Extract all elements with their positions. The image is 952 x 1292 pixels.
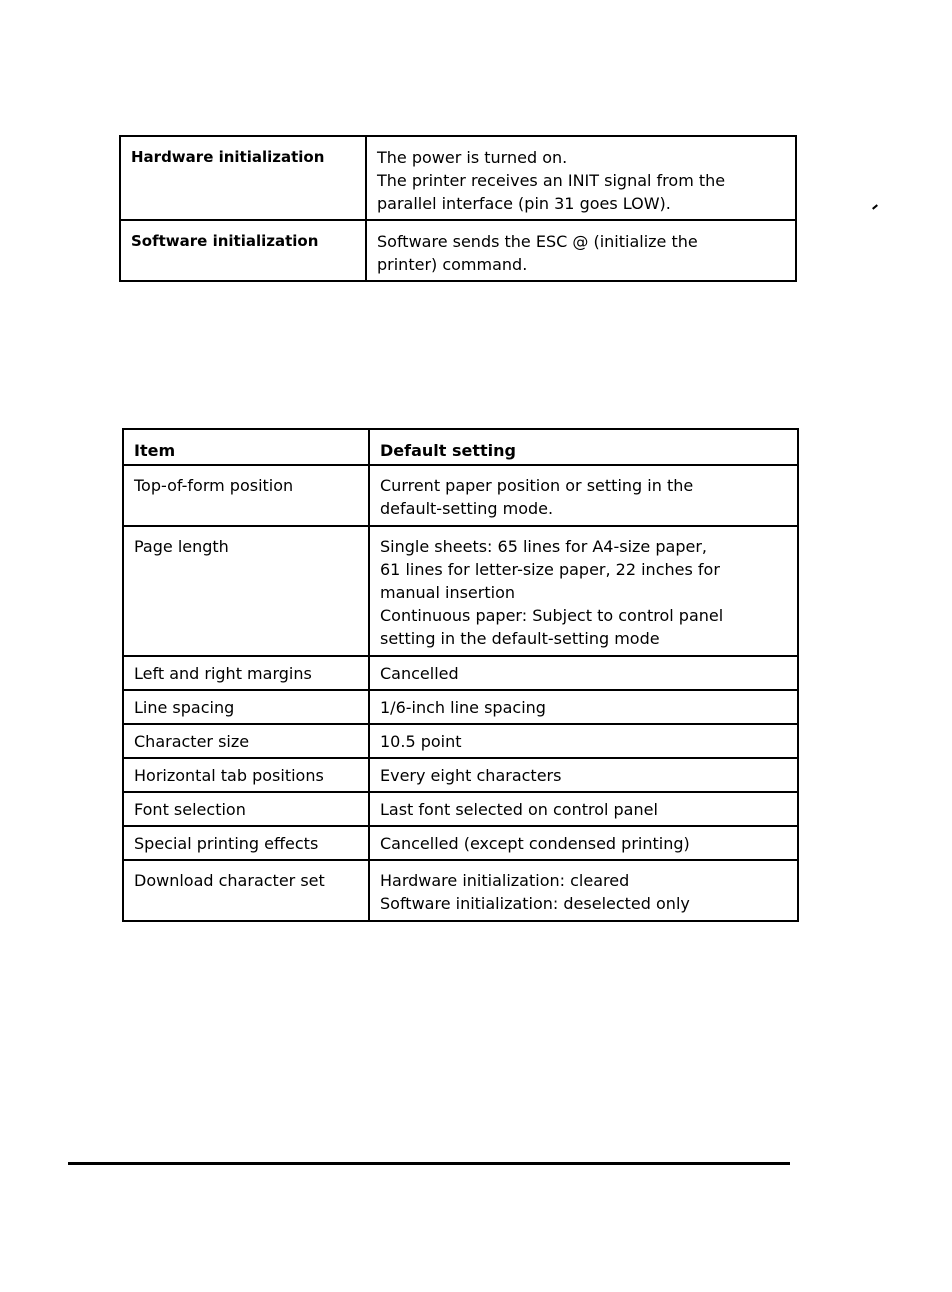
item-label: Page length xyxy=(134,537,229,556)
table-row xyxy=(123,826,798,860)
init-condition-cell xyxy=(366,220,796,281)
setting-line: Hardware initialization: cleared xyxy=(380,871,630,890)
table-row xyxy=(123,526,798,656)
setting-cell xyxy=(369,465,798,526)
init-condition-line: The printer receives an INIT signal from the xyxy=(377,171,726,190)
initialization-table xyxy=(119,135,797,282)
setting-line: Cancelled (except condensed printing) xyxy=(380,834,690,853)
item-cell xyxy=(123,690,369,724)
header-item-cell xyxy=(123,429,369,465)
item-cell xyxy=(123,792,369,826)
table-row xyxy=(123,792,798,826)
init-method-cell xyxy=(120,136,366,220)
item-cell xyxy=(123,656,369,690)
setting-line: Software initialization: deselected only xyxy=(380,894,690,913)
header-setting: Default setting xyxy=(380,441,516,460)
table-row xyxy=(123,724,798,758)
init-condition-line: Software sends the ESC @ (initialize the xyxy=(377,232,698,251)
setting-line: Continuous paper: Subject to control panel xyxy=(380,606,724,625)
setting-cell xyxy=(369,656,798,690)
item-cell xyxy=(123,724,369,758)
init-method-software: Software initialization xyxy=(131,232,319,250)
setting-line: Last font selected on control panel xyxy=(380,800,658,819)
item-cell xyxy=(123,526,369,656)
setting-line: Every eight characters xyxy=(380,766,562,785)
setting-line: 61 lines for letter-size paper, 22 inches for xyxy=(380,560,720,579)
setting-line: 10.5 point xyxy=(380,732,462,751)
setting-cell xyxy=(369,792,798,826)
setting-line: 1/6-inch line spacing xyxy=(380,698,546,717)
setting-line: setting in the default-setting mode xyxy=(380,629,660,648)
header-setting-cell xyxy=(369,429,798,465)
table-row xyxy=(120,136,796,220)
table-row xyxy=(120,220,796,281)
setting-cell xyxy=(369,826,798,860)
item-label: Line spacing xyxy=(134,698,235,717)
table-row xyxy=(123,690,798,724)
item-label: Top-of-form position xyxy=(134,476,294,495)
item-label: Special printing effects xyxy=(134,834,319,853)
item-cell xyxy=(123,826,369,860)
default-settings-table xyxy=(122,428,799,922)
init-condition-line: The power is turned on. xyxy=(377,148,568,167)
init-method-cell xyxy=(120,220,366,281)
item-label: Horizontal tab positions xyxy=(134,766,324,785)
setting-line: Single sheets: 65 lines for A4-size paper, xyxy=(380,537,707,556)
table-header-row xyxy=(123,429,798,465)
table-row xyxy=(123,656,798,690)
footer-rule xyxy=(68,1162,790,1165)
init-condition-line: printer) command. xyxy=(377,255,528,274)
item-label: Font selection xyxy=(134,800,246,819)
setting-line: Current paper position or setting in the xyxy=(380,476,694,495)
item-cell xyxy=(123,860,369,921)
header-item: Item xyxy=(134,441,176,460)
setting-line: default-setting mode. xyxy=(380,499,554,518)
scan-speck xyxy=(872,204,878,209)
item-cell xyxy=(123,758,369,792)
item-cell xyxy=(123,465,369,526)
table-row xyxy=(123,860,798,921)
setting-line: Cancelled xyxy=(380,664,459,683)
setting-line: manual insertion xyxy=(380,583,515,602)
init-method-hardware: Hardware initialization xyxy=(131,148,325,166)
setting-cell xyxy=(369,526,798,656)
item-label: Download character set xyxy=(134,871,325,890)
item-label: Left and right margins xyxy=(134,664,312,683)
setting-cell xyxy=(369,690,798,724)
setting-cell xyxy=(369,860,798,921)
setting-cell xyxy=(369,724,798,758)
init-condition-line: parallel interface (pin 31 goes LOW). xyxy=(377,194,671,213)
setting-cell xyxy=(369,758,798,792)
table-row xyxy=(123,465,798,526)
table-row xyxy=(123,758,798,792)
init-condition-cell xyxy=(366,136,796,220)
item-label: Character size xyxy=(134,732,250,751)
